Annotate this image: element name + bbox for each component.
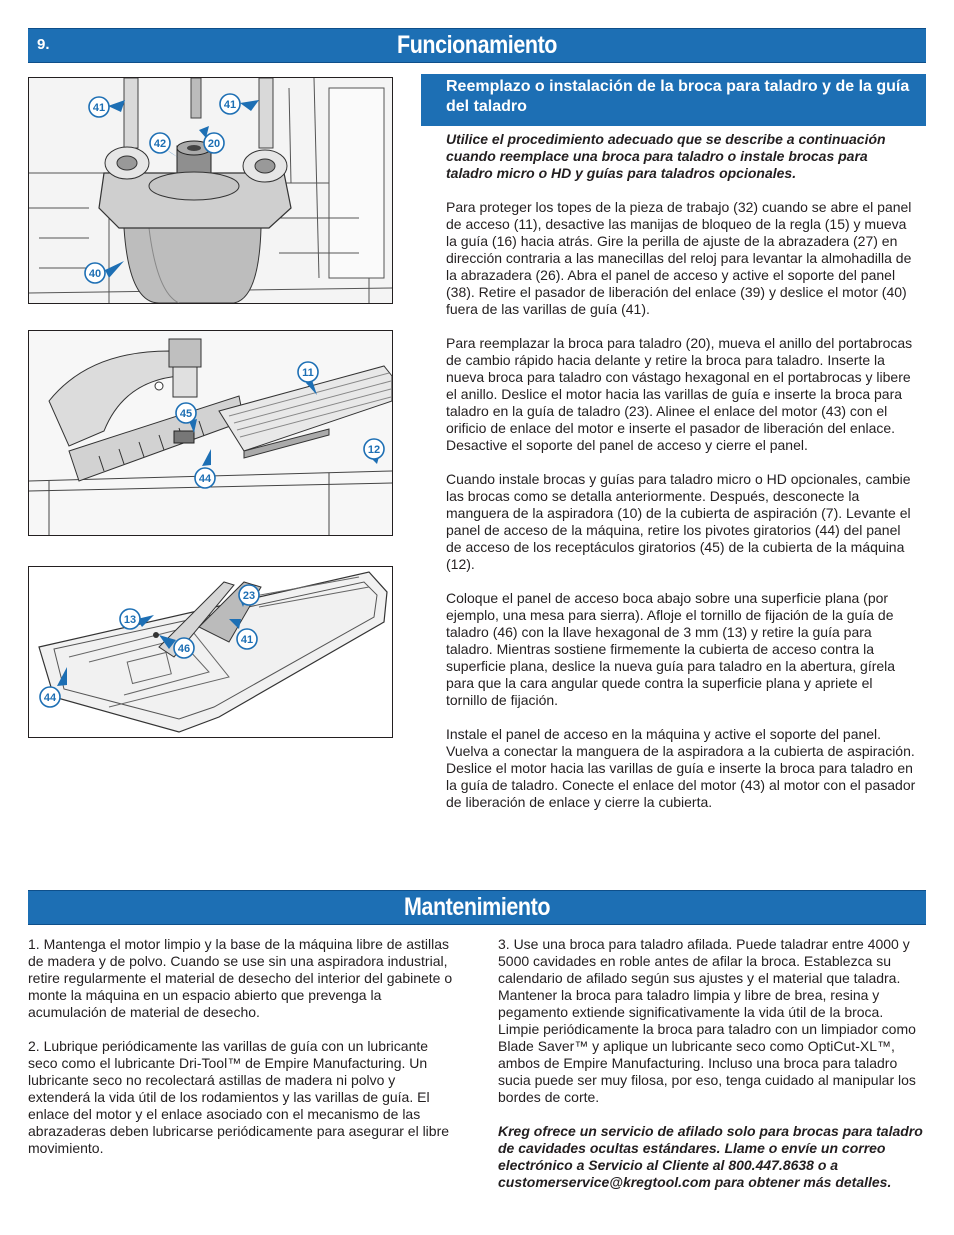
maintenance-left-column <box>28 936 458 1174</box>
svg-text:13: 13 <box>123 614 137 626</box>
svg-text:23: 23 <box>242 590 256 602</box>
paragraph: Para proteger los topes de la pieza de trabajo (32) cuando se abre el panel de acceso (11), desactive las manijas de bloqueo de la regla (15) y mueva la guía (16) hacia atrás. Gire la perilla de ajuste de la abrazadera (27) en dirección contraria a las manecillas del reloj para levantar la almohadilla de la abrazadera (26). Abra el panel de acceso y active el soporte del panel (38). Retire el pasador de liberación del enlace (39) y deslice el motor (40) fuera de las varillas de guía (41). <box>446 199 912 317</box>
intro-note: Utilice el procedimiento adecuado que se describe a continuación cuando reemplace una broca para taladro o instale brocas para taladro micro o HD y guías para taladros opcionales. <box>446 131 886 181</box>
section-title: Funcionamiento <box>396 31 558 59</box>
maintenance-item: 2. Lubrique periódicamente las varillas de guía con un lubricante seco como el lubricante Dri-Tool™ de Empire Manufacturing. Un lubricante seco no recolectará astillas de madera ni polvo y extenderá la vida útil de los rodamientos y las varillas de guía. El enlace del motor y el enlace asociado con el mecanismo de las abrazaderas deben lubricarse periódicamente para asegurar el libre movimiento. <box>28 1038 450 1156</box>
figure-motor-drill <box>28 77 393 304</box>
svg-text:44: 44 <box>43 692 57 704</box>
figure-drill-guide-panel <box>28 566 393 738</box>
operation-text <box>446 131 916 828</box>
svg-text:40: 40 <box>88 268 102 280</box>
sharpening-service-note: Kreg ofrece un servicio de afilado solo para brocas para taladro de cavidades ocultas estándares. Llame o envíe un correo electrónico a Servicio al Cliente al 800.447.8638 o a customerservice@kregtool.com para obtener más detalles. <box>498 1123 923 1190</box>
svg-text:41: 41 <box>92 102 106 114</box>
figure-access-panel-pivots <box>28 330 393 536</box>
page-section-number: 9. <box>37 36 50 53</box>
paragraph: Coloque el panel de acceso boca abajo sobre una superficie plana (por ejemplo, una mesa para sierra). Afloje el tornillo de fijación de la guía de taladro (46) con la llave hexagonal de 3 mm (13) y retire la guía para taladro. Mientras sostiene firmemente la cubierta de acceso contra la superficie plana, deslice la nueva guía para taladro en la abertura, gírela para que la cara angular quede contra la superficie plana y apriete el tornillo de fijación. <box>446 590 896 708</box>
svg-text:20: 20 <box>207 138 221 150</box>
svg-text:44: 44 <box>198 473 212 485</box>
svg-text:46: 46 <box>177 643 191 655</box>
svg-text:41: 41 <box>223 99 237 111</box>
paragraph: Cuando instale brocas y guías para taladro micro o HD opcionales, cambie las brocas como se detalla anteriormente. Después, desconecte la manguera de la aspiradora (10) de la cubierta de aspiración (7). Levante el panel de acceso de la máquina, retire los pivotes giratorios (44) del panel de acceso de los receptáculos giratorios (45) de la cubierta de la máquina (12). <box>446 471 911 572</box>
subheading-bit-replacement: Reemplazo o instalación de la broca para taladro y de la guía del taladro <box>421 74 926 126</box>
paragraph: Instale el panel de acceso en la máquina y active el soporte del panel. Vuelva a conectar la manguera de la aspiradora a la cubierta de aspiración. Deslice el motor hacia las varillas de guía e inserte la broca para taladro en la guía de taladro. Conecte el enlace del motor (43) al motor con el pasador de liberación de enlace y cierre la cubierta. <box>446 726 916 810</box>
svg-text:42: 42 <box>153 138 167 150</box>
maintenance-right-column <box>498 936 928 1208</box>
paragraph: Para reemplazar la broca para taladro (20), mueva el anillo del portabrocas de cambio rápido hacia delante y retire la broca para taladro. Inserte la nueva broca para taladro con vástago hexagonal en el portabrocas y libere el anillo. Deslice el motor hacia las varillas de guía e inserte la broca para taladro en la guía de taladro (23). Alinee el enlace del motor (43) con el orificio de enlace del motor e inserte el pasador de liberación del enlace. Desactive el soporte del panel de acceso y cierre el panel. <box>446 335 913 453</box>
section-title: Mantenimiento <box>403 893 551 921</box>
section-banner-mantenimiento <box>28 890 926 925</box>
svg-text:41: 41 <box>240 634 254 646</box>
maintenance-item: 3. Use una broca para taladro afilada. Puede taladrar entre 4000 y 5000 cavidades en roble antes de afilar la broca. Establezca su calendario de afilado según sus ajustes y el material que taladra. Mantener la broca para taladro limpia y libre de brea, resina y pegamento extiende significativamente la vida útil de la broca. Limpie periódicamente la broca para taladro con un limpiador como Blade Saver™ y aplique un lubricante seco como OptiCut-XL™, ambos de Empire Manufacturing. Incluso una broca para taladro sucia puede ser muy filosa, por eso, tenga cuidado al manipular los bordes de corte. <box>498 936 916 1105</box>
svg-text:12: 12 <box>367 444 381 456</box>
svg-text:45: 45 <box>179 408 193 420</box>
maintenance-item: 1. Mantenga el motor limpio y la base de la máquina libre de astillas de madera y de polvo. Cuando se use sin una aspiradora industrial, retire regularmente el material de desecho del interior del gabinete o monte la máquina en un espacio abierto que prevenga la acumulación de material de desecho. <box>28 936 453 1020</box>
svg-text:11: 11 <box>302 367 314 379</box>
section-banner-funcionamiento <box>28 28 926 63</box>
